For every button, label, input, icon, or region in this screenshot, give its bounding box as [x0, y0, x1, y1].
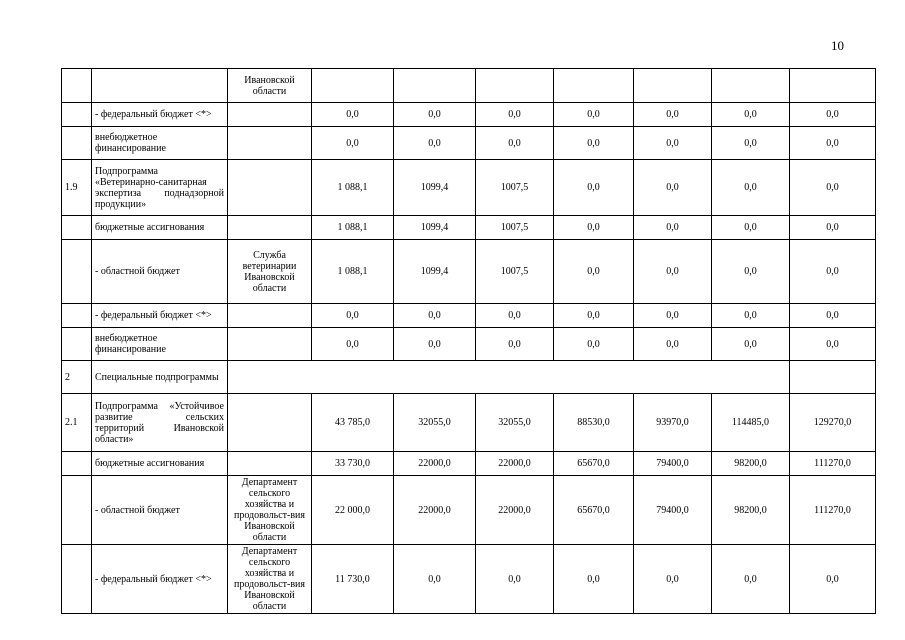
value-cell-7: 111270,0 — [790, 452, 876, 476]
executor-cell — [228, 452, 312, 476]
table-row — [62, 103, 876, 127]
value-cell-2: 0,0 — [394, 127, 476, 160]
value-cell-6: 98200,0 — [712, 452, 790, 476]
table-row — [62, 476, 876, 545]
value-cell-7 — [790, 69, 876, 103]
value-cell-7: 129270,0 — [790, 394, 876, 452]
section-span-cell — [228, 361, 790, 394]
value-cell-5: 0,0 — [634, 127, 712, 160]
value-cell-1 — [312, 69, 394, 103]
value-cell-4: 0,0 — [554, 216, 634, 240]
table-row — [62, 69, 876, 103]
value-cell-7: 0,0 — [790, 545, 876, 614]
executor-cell: Департамент сельского хозяйства и продовольст-вия Ивановской области — [228, 545, 312, 614]
row-number-cell — [62, 304, 92, 328]
value-cell-7: 111270,0 — [790, 476, 876, 545]
table-row — [62, 127, 876, 160]
value-cell-4: 88530,0 — [554, 394, 634, 452]
table-row — [62, 216, 876, 240]
value-cell-2: 0,0 — [394, 328, 476, 361]
value-cell-3 — [476, 69, 554, 103]
row-number-cell — [62, 476, 92, 545]
table-row — [62, 452, 876, 476]
row-number-cell — [62, 69, 92, 103]
value-cell-2: 0,0 — [394, 304, 476, 328]
row-number-cell: 2 — [62, 361, 92, 394]
row-name-cell: - областной бюджет — [92, 240, 228, 304]
row-name-cell: внебюджетное финансирование — [92, 328, 228, 361]
value-cell-1: 1 088,1 — [312, 240, 394, 304]
table-row — [62, 304, 876, 328]
value-cell-3: 32055,0 — [476, 394, 554, 452]
value-cell-2: 0,0 — [394, 103, 476, 127]
value-cell-5: 0,0 — [634, 216, 712, 240]
row-number-cell — [62, 127, 92, 160]
value-cell-2: 22000,0 — [394, 476, 476, 545]
value-cell-4: 65670,0 — [554, 476, 634, 545]
row-number-cell — [62, 328, 92, 361]
row-name-cell — [92, 69, 228, 103]
table-row — [62, 160, 876, 216]
value-cell-6: 0,0 — [712, 545, 790, 614]
value-cell-5: 0,0 — [634, 240, 712, 304]
value-cell-4: 0,0 — [554, 240, 634, 304]
value-cell-2: 1099,4 — [394, 240, 476, 304]
value-cell-3: 1007,5 — [476, 216, 554, 240]
value-cell-6: 0,0 — [712, 216, 790, 240]
row-name-cell: бюджетные ассигнования — [92, 452, 228, 476]
value-cell-6: 0,0 — [712, 240, 790, 304]
table-row — [62, 328, 876, 361]
executor-cell — [228, 304, 312, 328]
page-number: 10 — [831, 38, 844, 53]
value-cell-5: 0,0 — [634, 328, 712, 361]
row-name-cell: - федеральный бюджет <*> — [92, 545, 228, 614]
value-cell-2: 22000,0 — [394, 452, 476, 476]
value-cell-6: 114485,0 — [712, 394, 790, 452]
value-cell-3: 0,0 — [476, 304, 554, 328]
row-number-cell — [62, 216, 92, 240]
value-cell-7: 0,0 — [790, 240, 876, 304]
row-name-cell: Специальные подпрограммы — [92, 361, 228, 394]
value-cell-1: 0,0 — [312, 304, 394, 328]
value-cell-6: 0,0 — [712, 160, 790, 216]
value-cell-5: 0,0 — [634, 160, 712, 216]
table-row — [62, 394, 876, 452]
value-cell-3: 22000,0 — [476, 452, 554, 476]
value-cell-1: 0,0 — [312, 328, 394, 361]
row-name-cell: внебюджетное финансирование — [92, 127, 228, 160]
value-cell-6: 0,0 — [712, 127, 790, 160]
row-name-cell: Подпрограмма «Устойчивое развитие сельских территорий Ивановской области» — [92, 394, 228, 452]
value-cell-2: 1099,4 — [394, 216, 476, 240]
table-body — [62, 69, 876, 614]
executor-cell — [228, 216, 312, 240]
executor-cell: Служба ветеринарии Ивановской области — [228, 240, 312, 304]
value-cell-5: 0,0 — [634, 545, 712, 614]
row-number-cell — [62, 545, 92, 614]
value-cell-4: 0,0 — [554, 304, 634, 328]
value-cell-1: 33 730,0 — [312, 452, 394, 476]
value-cell-5: 79400,0 — [634, 476, 712, 545]
executor-cell — [228, 394, 312, 452]
table-row — [62, 545, 876, 614]
value-cell-6 — [712, 69, 790, 103]
value-cell-4: 0,0 — [554, 103, 634, 127]
value-cell-2: 1099,4 — [394, 160, 476, 216]
value-cell-4 — [554, 69, 634, 103]
row-number-cell: 2.1 — [62, 394, 92, 452]
value-cell-5: 0,0 — [634, 103, 712, 127]
section-last-cell — [790, 361, 876, 394]
row-number-cell — [62, 103, 92, 127]
executor-cell — [228, 328, 312, 361]
table-row — [62, 361, 876, 394]
value-cell-3: 1007,5 — [476, 240, 554, 304]
executor-cell — [228, 127, 312, 160]
value-cell-1: 43 785,0 — [312, 394, 394, 452]
value-cell-5: 93970,0 — [634, 394, 712, 452]
value-cell-7: 0,0 — [790, 216, 876, 240]
value-cell-7: 0,0 — [790, 103, 876, 127]
value-cell-5: 0,0 — [634, 304, 712, 328]
value-cell-1: 0,0 — [312, 103, 394, 127]
value-cell-5 — [634, 69, 712, 103]
table-row — [62, 240, 876, 304]
row-name-cell: Подпрограмма «Ветеринарно-санитарная экспертиза поднадзорной продукции» — [92, 160, 228, 216]
value-cell-3: 0,0 — [476, 127, 554, 160]
executor-cell — [228, 160, 312, 216]
executor-cell: Департамент сельского хозяйства и продовольст-вия Ивановской области — [228, 476, 312, 545]
value-cell-7: 0,0 — [790, 304, 876, 328]
executor-cell: Ивановской области — [228, 69, 312, 103]
value-cell-3: 0,0 — [476, 328, 554, 361]
value-cell-1: 1 088,1 — [312, 160, 394, 216]
value-cell-6: 0,0 — [712, 103, 790, 127]
row-name-cell: бюджетные ассигнования — [92, 216, 228, 240]
value-cell-3: 0,0 — [476, 103, 554, 127]
value-cell-4: 65670,0 — [554, 452, 634, 476]
value-cell-7: 0,0 — [790, 160, 876, 216]
value-cell-1: 22 000,0 — [312, 476, 394, 545]
value-cell-1: 0,0 — [312, 127, 394, 160]
value-cell-3: 0,0 — [476, 545, 554, 614]
row-number-cell — [62, 240, 92, 304]
value-cell-6: 0,0 — [712, 328, 790, 361]
executor-cell — [228, 103, 312, 127]
value-cell-2 — [394, 69, 476, 103]
value-cell-7: 0,0 — [790, 127, 876, 160]
value-cell-2: 32055,0 — [394, 394, 476, 452]
value-cell-4: 0,0 — [554, 160, 634, 216]
value-cell-4: 0,0 — [554, 545, 634, 614]
budget-table — [61, 68, 876, 614]
row-name-cell: - федеральный бюджет <*> — [92, 103, 228, 127]
row-number-cell — [62, 452, 92, 476]
value-cell-3: 22000,0 — [476, 476, 554, 545]
value-cell-3: 1007,5 — [476, 160, 554, 216]
value-cell-7: 0,0 — [790, 328, 876, 361]
value-cell-1: 11 730,0 — [312, 545, 394, 614]
value-cell-6: 0,0 — [712, 304, 790, 328]
value-cell-1: 1 088,1 — [312, 216, 394, 240]
row-name-cell: - областной бюджет — [92, 476, 228, 545]
value-cell-6: 98200,0 — [712, 476, 790, 545]
row-name-cell: - федеральный бюджет <*> — [92, 304, 228, 328]
value-cell-5: 79400,0 — [634, 452, 712, 476]
value-cell-4: 0,0 — [554, 328, 634, 361]
value-cell-2: 0,0 — [394, 545, 476, 614]
row-number-cell: 1.9 — [62, 160, 92, 216]
value-cell-4: 0,0 — [554, 127, 634, 160]
